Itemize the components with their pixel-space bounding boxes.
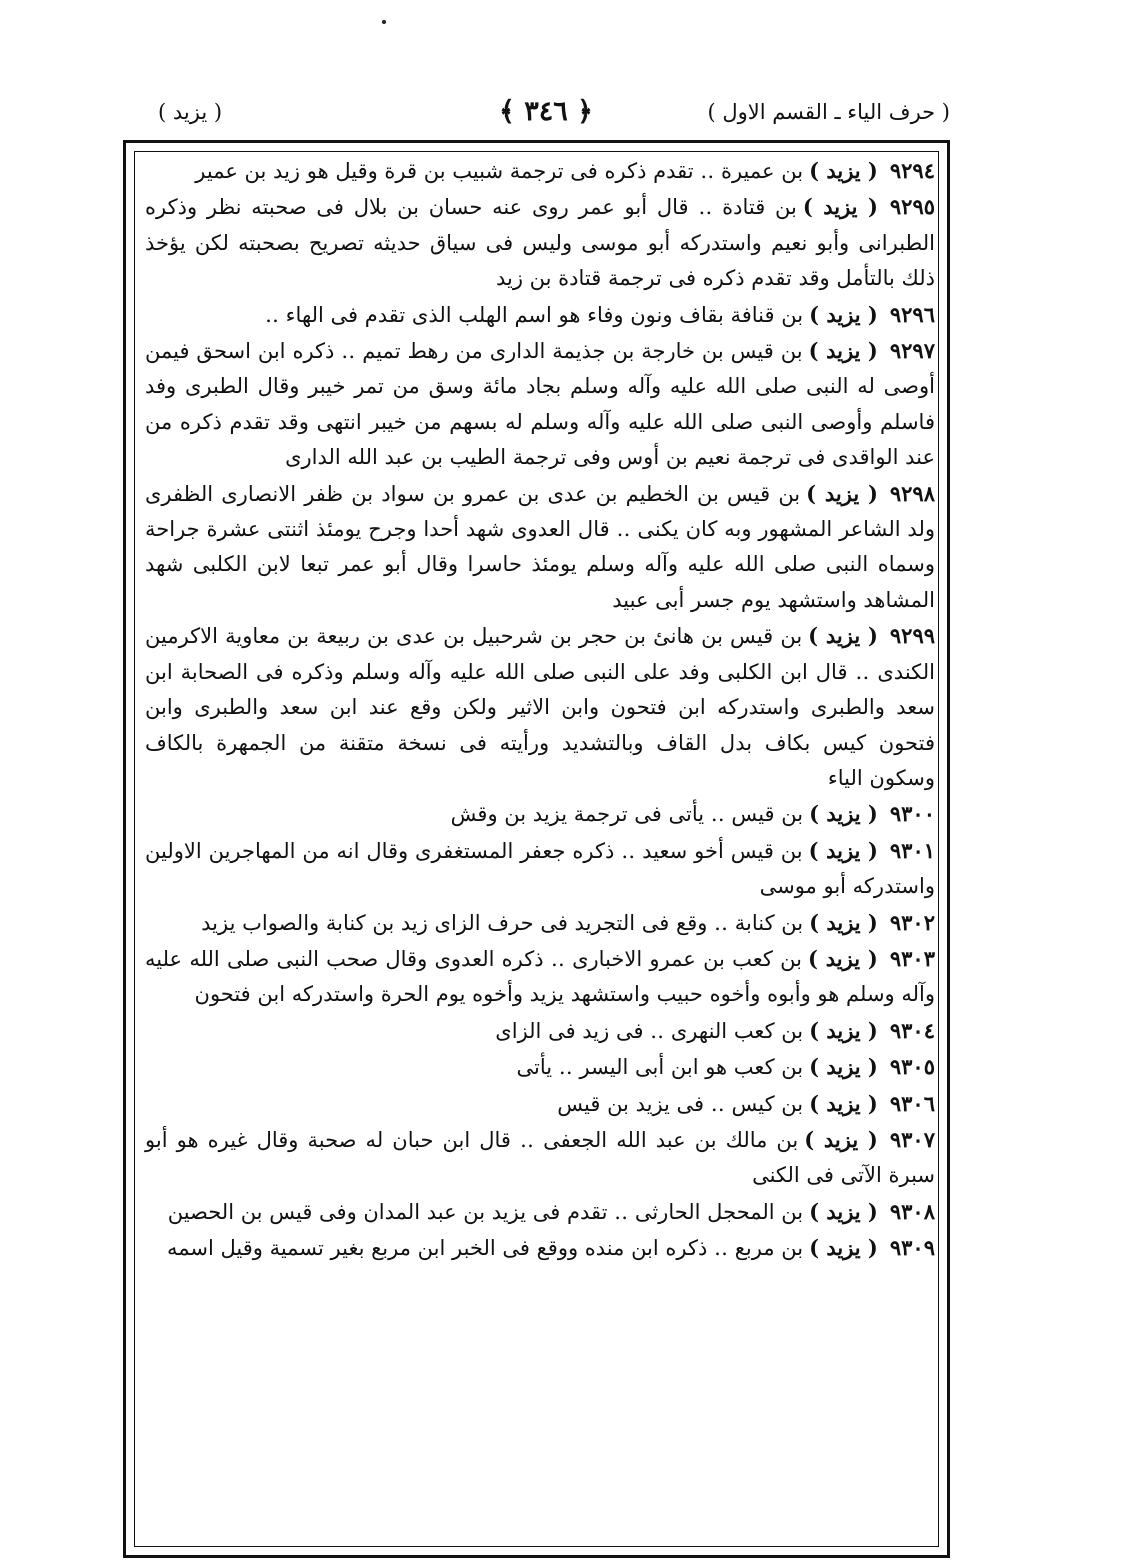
entry-name: ( يزيد ) [809,1090,878,1116]
entry-name: ( يزيد ) [809,1017,878,1043]
entry-text: بن كيس ‥ فى يزيد بن قيس [557,1091,804,1116]
entry-number: ٩٣٠٧ [889,1126,935,1152]
entry [145,476,935,619]
entry-number: ٩٣٠٩ [889,1235,935,1261]
entry [145,189,935,296]
entry-number: ٩٣٠٣ [889,945,935,971]
entry-number: ٩٣٠٤ [889,1017,935,1043]
entry-number: ٩٣٠٠ [889,801,935,827]
entry-number: ٩٢٩٤ [889,158,935,183]
entry-number: ٩٢٩٥ [889,194,936,220]
entry [145,1013,935,1049]
entry-number: ٩٣٠٦ [889,1090,935,1116]
entry-name: ( يزيد ) [804,1126,878,1152]
entry [145,1230,935,1266]
entry-name: ( يزيد ) [809,909,878,935]
entry-number: ٩٣٠٥ [889,1054,935,1080]
entry-name: ( يزيد ) [807,945,878,971]
entry-number: ٩٢٩٦ [889,301,935,327]
entry-text: بن عميرة ‥ تقدم ذكره فى ترجمة شبيب بن قرة وقيل هو زيد بن عمير [195,159,804,183]
page-header [130,96,962,136]
entry-text: بن قيس بن خارجة بن جذيمة الدارى من رهط تميم ‥ ذكره ابن اسحق فيمن أوصى له النبى صلى الله عليه وآله وسلم بجاد مائة وسق من تمر خيبر وقال الطبرى وفد فاسلم وأوصى النبى صلى الله عليه وآله وسلم له بسهم من خيبر انتهى وقد تقدم ذكره من عند الواقدى فى ترجمة نعيم بن أوس وفى ترجمة الطيب بن عبد الله الدارى [145,339,935,470]
entry-number: ٩٢٩٩ [889,623,936,649]
entry-name: ( يزيد ) [808,623,878,649]
entry-number: ٩٣٠٨ [889,1198,935,1224]
entry-name: ( يزيد ) [809,1235,878,1261]
entry [145,1086,935,1122]
entry-number: ٩٣٠٢ [889,909,935,935]
entry-name: ( يزيد ) [809,801,878,827]
entry [145,618,935,796]
entry-name: ( يزيد ) [809,1198,878,1224]
entry-text: بن كعب النهرى ‥ فى زيد فى الزاى [495,1018,804,1043]
entry-text: بن كنابة ‥ وقع فى التجريد فى حرف الزاى زيد بن كنابة والصواب يزيد [201,910,804,935]
running-title: ( يزيد ) [158,100,223,124]
entry-text: بن مالك بن عبد الله الجعفى ‥ قال ابن حبان له صحبة وقال غيره هو أبو سبرة الآتى فى الكنى [145,1127,935,1188]
ink-dot [382,20,386,24]
entry-name: ( يزيد ) [806,480,878,506]
entry-number: ٩٢٩٧ [889,338,935,364]
entry-text: بن المحجل الحارثى ‥ تقدم فى يزيد بن عبد المدان وفى قيس بن الحصين [167,1199,804,1224]
entry-text: بن مربع ‥ ذكره ابن منده ووقع فى الخبر ابن مربع بغير تسمية وقيل اسمه [166,1236,804,1261]
entry-text: بن كعب بن عمرو الاخبارى ‥ ذكره العدوى وقال صحب النبى صلى الله عليه وآله وسلم هو وأبوه وأخوه حبيب واستشهد يزيد وأخوه يوم الحرة واستدركه ابن فتحون [145,946,935,1007]
entry [145,153,935,189]
entry [145,905,935,941]
entry [145,1122,935,1194]
entries-list [145,153,935,1267]
entry-name: ( يزيد ) [809,158,878,183]
entry-name: ( يزيد ) [809,1054,878,1080]
entry-number: ٩٢٩٨ [889,480,935,506]
entry-text: بن قيس ‥ يأتى فى ترجمة يزيد بن وقش [450,802,804,827]
entry-name: ( يزيد ) [808,837,878,863]
entry [145,333,935,476]
entry-text: بن قتادة ‥ قال أبو عمر روى عنه حسان بن بلال فى صحبته نظر وذكره الطبرانى وأبو نعيم واستدركه أبو موسى وليس فى سياق حديثه تصريح بصحبته لكن يؤخذ ذلك بالتأمل وقد تقدم ذكره فى ترجمة قتادة بن زيد [145,195,935,291]
entry-text: بن قيس بن هانئ بن حجر بن شرحبيل بن عدى بن ربيعة بن معاوية الاكرمين الكندى ‥ قال ابن الكلبى وفد على النبى صلى الله عليه وآله وسلم وذكره فى الصحابة ابن سعد والطبرى واستدركه ابن فتحون وابن الاثير ولكن وقع عند ابن سعد والطبرى وابن فتحون كيس بكاف بدل القاف وبالتشديد ورأيته فى نسخة متقنة من الجمهرة بالكاف وسكون الياء [145,624,935,790]
entry [145,1049,935,1085]
entry [145,796,935,832]
chapter-title: ( حرف الياء ـ القسم الاول ) [707,100,950,124]
page-number: ﴿ ٣٤٦ ﴾ [499,96,593,127]
entry-name: ( يزيد ) [809,301,878,327]
entry-number: ٩٣٠١ [889,837,936,863]
entry-text: بن كعب هو ابن أبى اليسر ‥ يأتى [516,1055,804,1080]
entry-text: بن قيس أخو سعيد ‥ ذكره جعفر المستغفرى وقال انه من المهاجرين الاولين واستدركه أبو موسى [145,838,935,899]
entry-text: بن قيس بن الخطيم بن عدى بن عمرو بن سواد بن ظفر الانصارى الظفرى ولد الشاعر المشهور وبه كان يكنى ‥ قال العدوى شهد أحدا وجرح يومئذ اثنتى عشرة جراحة وسماه النبى صلى الله عليه وآله وسلم يومئذ حاسرا وقال أبو عمر تبعا لابن الكلبى شهد المشاهد واستشهد يوم جسر أبى عبيد [145,481,935,612]
entry [145,941,935,1013]
entry [145,833,935,905]
entry [145,1194,935,1230]
entry-text: بن قنافة بقاف ونون وفاء هو اسم الهلب الذى تقدم فى الهاء ‥ [264,302,804,327]
entry-name: ( يزيد ) [802,194,878,220]
entry-name: ( يزيد ) [808,338,878,364]
entry [145,297,935,333]
